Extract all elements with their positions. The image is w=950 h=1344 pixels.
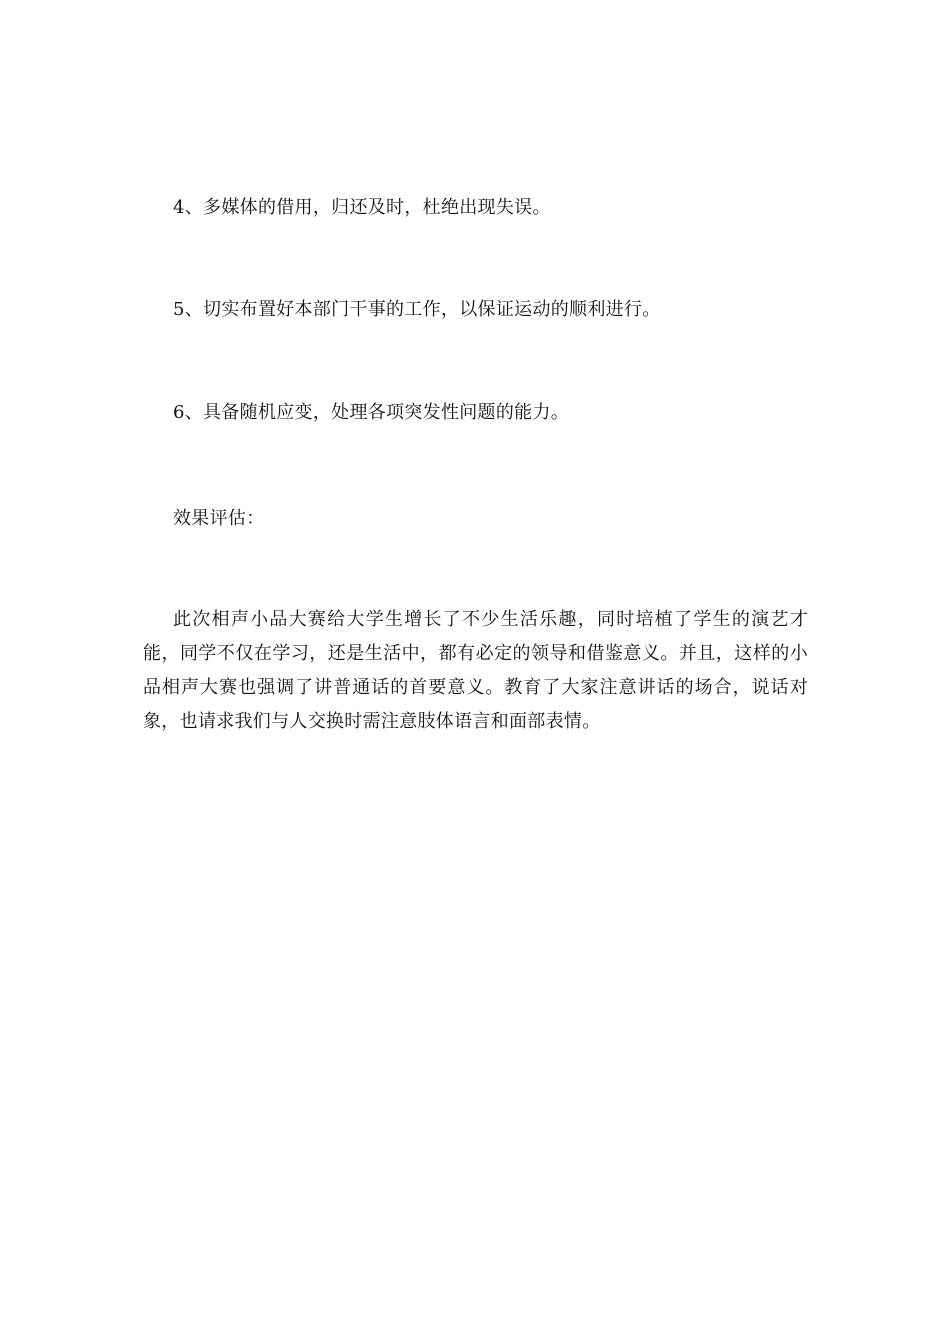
section-heading: 效果评估：: [173, 508, 265, 529]
list-item-6: 6、具备随机应变，处理各项突发性问题的能力。: [173, 402, 570, 423]
summary-paragraph: 此次相声小品大赛给大学生增长了不少生活乐趣，同时培植了学生的演艺才能，同学不仅在学习，还是生活中，都有必定的领导和借鉴意义。并且，这样的小品相声大赛也强调了讲普通话的首要意义。教育了大家注意讲话的场合，说话对象，也请求我们与人交换时需注意肢体语言和面部表情。: [143, 609, 808, 732]
list-item-4: 4、多媒体的借用，归还及时，杜绝出现失误。: [173, 197, 551, 218]
list-item-5: 5、切实布置好本部门干事的工作，以保证运动的顺利进行。: [173, 299, 661, 320]
